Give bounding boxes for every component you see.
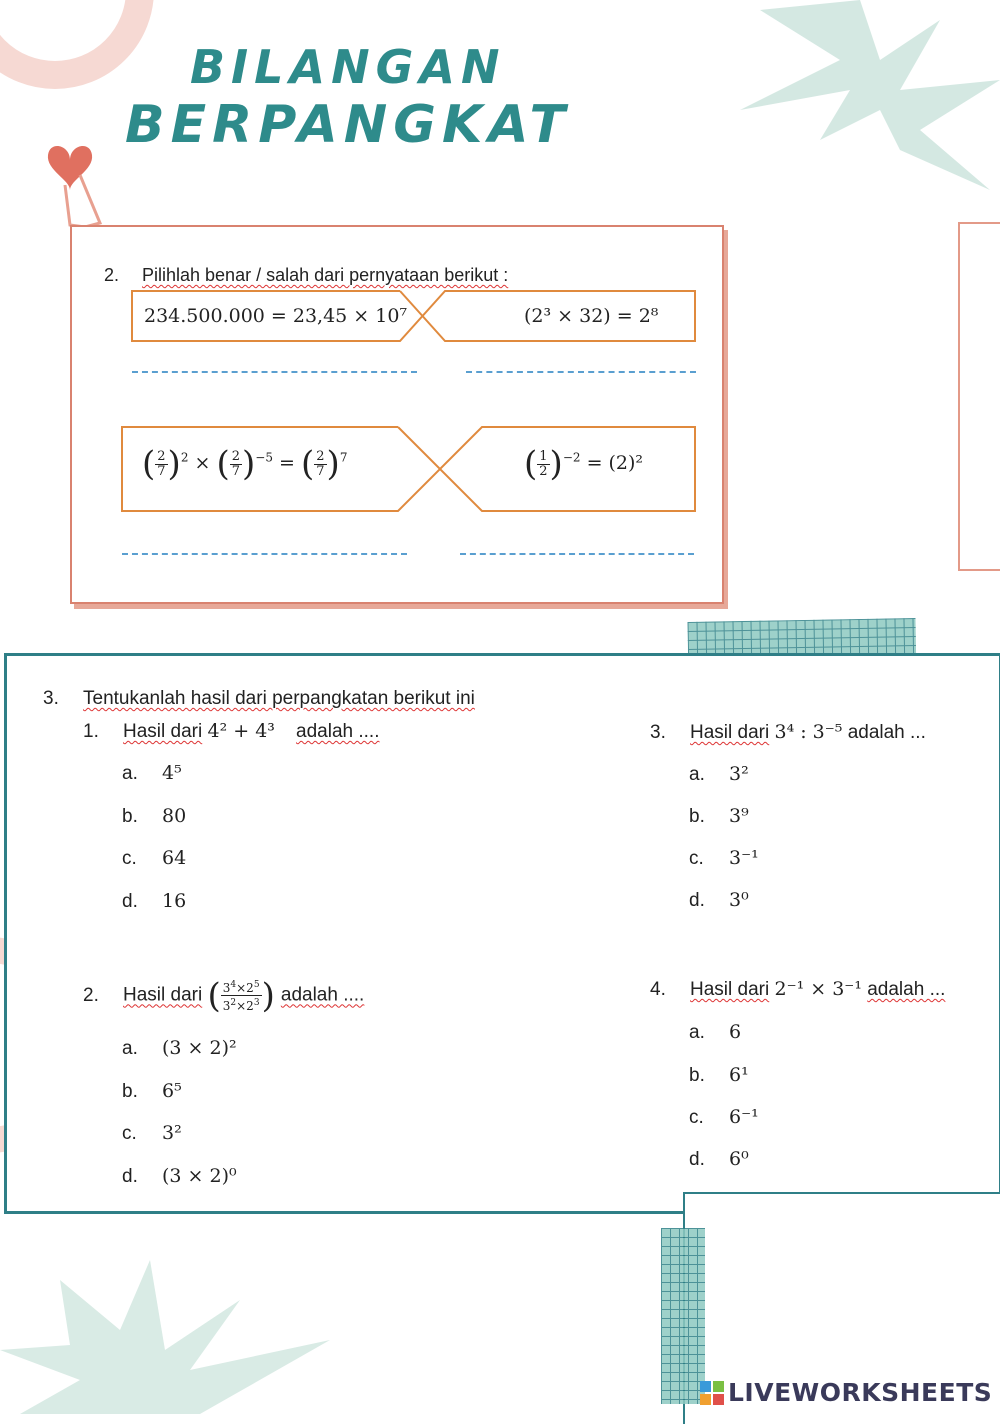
- q3-option-c[interactable]: c. 3⁻¹: [689, 847, 759, 869]
- q3-option-a[interactable]: a. 3²: [689, 763, 749, 785]
- q3-option-b[interactable]: b. 3⁹: [689, 805, 749, 827]
- heart-clip-icon: [40, 135, 110, 230]
- answer-line-2[interactable]: [466, 371, 696, 373]
- answer-line-4[interactable]: [460, 553, 694, 555]
- question-3: 3. Hasil dari 3⁴ : 3⁻⁵ adalah ...: [650, 721, 926, 743]
- q1-option-d[interactable]: d. 16: [122, 890, 187, 912]
- q1-option-b[interactable]: b. 80: [122, 805, 187, 827]
- q4-option-a[interactable]: a. 6: [689, 1021, 742, 1043]
- question-2: 2. Hasil dari ( $\frac{3^4\times 2^5}{3^2\times 2^3}$ ) adalah ....: [83, 975, 365, 1016]
- page-title-line1: BILANGAN: [190, 40, 506, 94]
- q2-expression: ( $\frac{3^4\times 2^5}{3^2\times 2^3}$ ): [207, 975, 275, 1016]
- statement-2: (2³ × 32) = 2⁸: [524, 305, 659, 327]
- multiple-choice-section: [4, 653, 1000, 1214]
- section2-number: 2.: [104, 265, 120, 285]
- q1-option-a[interactable]: a. 4⁵: [122, 762, 182, 784]
- statement-1: 234.500.000 = 23,45 × 10⁷: [144, 305, 408, 327]
- answer-line-3[interactable]: [122, 553, 407, 555]
- statement-4: ( $\frac{1}{2}$ )$^{-2}$ = (2)²: [524, 444, 644, 484]
- q2-option-d[interactable]: d. (3 × 2)⁰: [122, 1165, 237, 1187]
- true-false-section: [70, 225, 724, 604]
- q4-option-c[interactable]: c. 6⁻¹: [689, 1106, 759, 1128]
- watermark: LIVEWORKSHEETS: [700, 1378, 992, 1407]
- answer-line-1[interactable]: [132, 371, 417, 373]
- q1-option-c[interactable]: c. 64: [122, 847, 187, 869]
- page-title-line2: BERPANGKAT: [125, 95, 572, 155]
- q2-option-c[interactable]: c. 3²: [122, 1122, 182, 1144]
- section2-instruction: Pilihlah benar / salah dari pernyataan berikut :: [142, 265, 509, 285]
- question-4: 4. Hasil dari 2⁻¹ × 3⁻¹ adalah ...: [650, 978, 946, 1000]
- q3-option-d[interactable]: d. 3⁰: [689, 889, 749, 911]
- question-1: 1. Hasil dari 4² + 4³ adalah ....: [83, 720, 380, 742]
- section3-number: 3.: [43, 688, 59, 709]
- partial-box-edge: [958, 222, 1000, 571]
- washi-tape-bottom: [661, 1228, 705, 1404]
- statement-3: ( $\frac{2}{7}$ )$^2$ × ( $\frac{2}{7}$ )$^{-5}$ = ( $\frac{2}{7}$ )$^7$: [142, 444, 348, 484]
- q4-option-b[interactable]: b. 6¹: [689, 1064, 749, 1086]
- section3-instruction: Tentukanlah hasil dari perpangkatan berikut ini: [83, 688, 475, 709]
- q2-option-a[interactable]: a. (3 × 2)²: [122, 1037, 237, 1059]
- liveworksheets-logo-icon: [700, 1381, 724, 1405]
- q2-option-b[interactable]: b. 6⁵: [122, 1080, 182, 1102]
- q4-option-d[interactable]: d. 6⁰: [689, 1148, 749, 1170]
